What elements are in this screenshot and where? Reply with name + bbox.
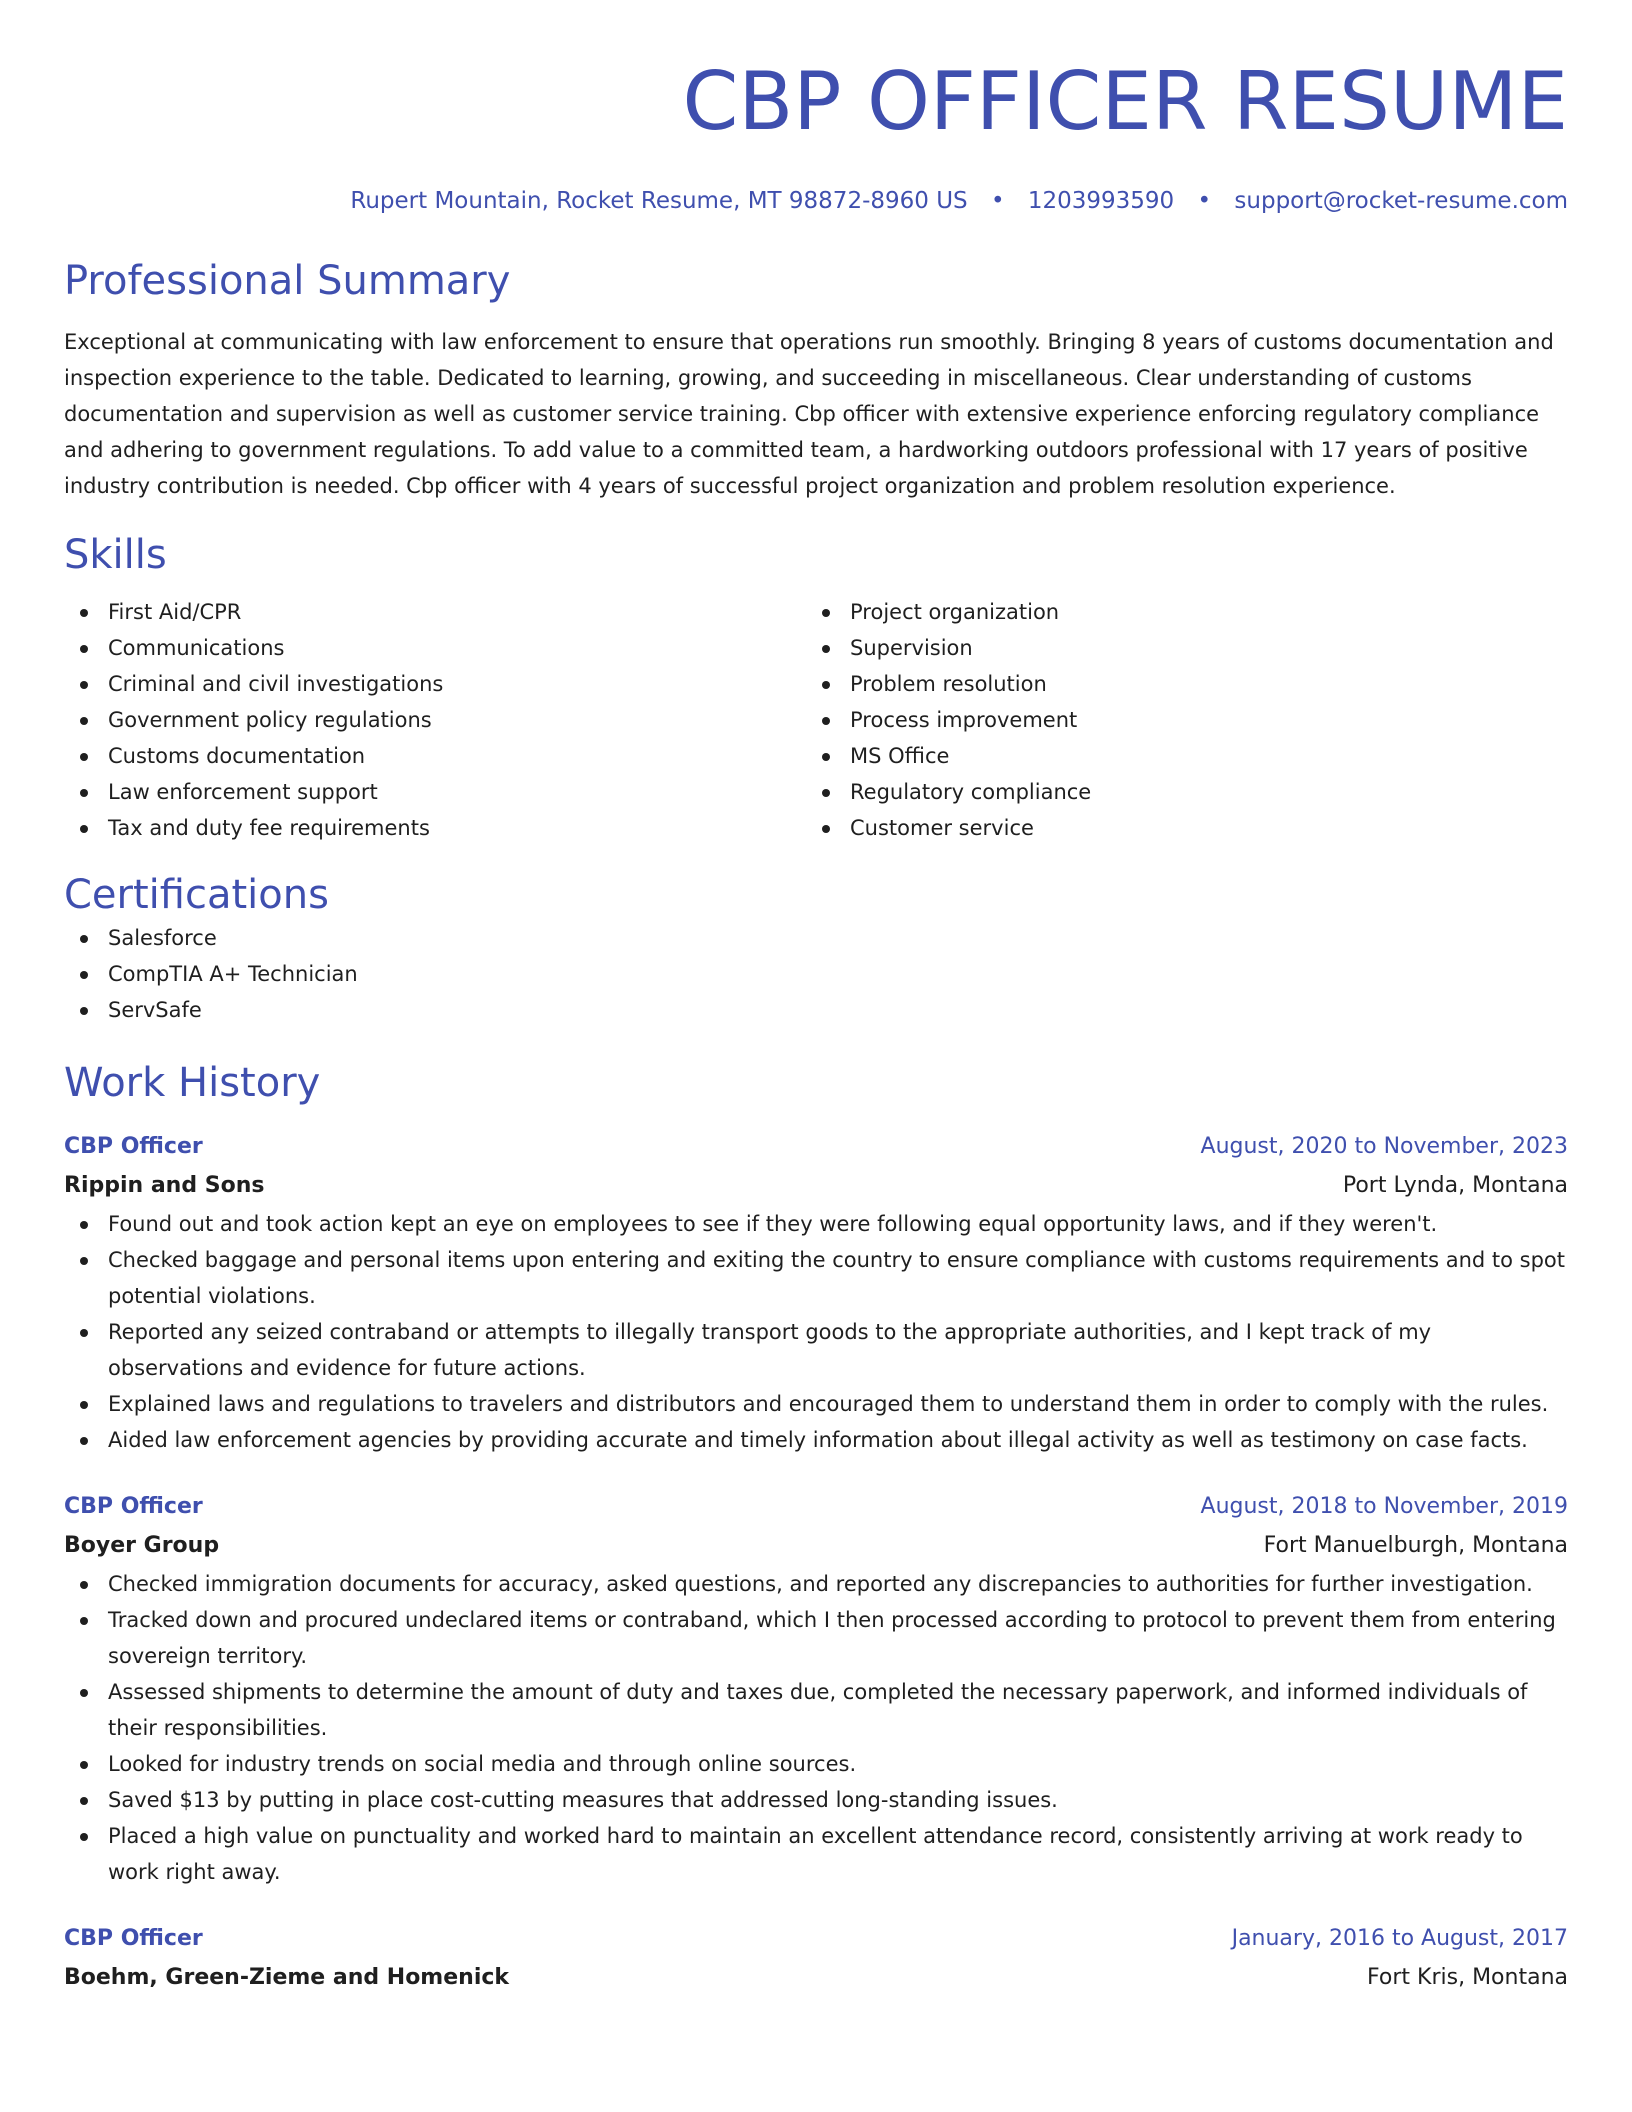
bullet-icon [822, 681, 830, 689]
job-location: Fort Kris, Montana [1367, 1965, 1568, 1990]
summary-text: Exceptional at communicating with law enforcement to ensure that operations run smoothly. Bringing 8 years of customs documentation and inspection experience to the table. Dedicated to learning, growing, and succeeding in miscellaneous. Clear understanding of customs documentation and supervision as well as customer service training. Cbp officer with extensive experience enforcing regulatory compliance and adhering to government regulations. To add value to a committed team, a hardworking outdoors professional with 17 years of positive industry contribution is needed. Cbp officer with 4 years of successful project organization and problem resolution experience. [64, 330, 1554, 498]
bullet-icon [80, 717, 88, 725]
certifications-list [64, 920, 1568, 1028]
list-item [64, 630, 806, 666]
separator-dot: • [990, 188, 1005, 214]
bullet-icon [822, 717, 830, 725]
job-duty-item [64, 1674, 1568, 1746]
skills-list-left [64, 594, 806, 846]
section-title-work-history: Work History [64, 1060, 321, 1106]
list-item-text: Process improvement [850, 708, 1078, 732]
list-item-text: Salesforce [108, 926, 217, 950]
job-header-row [64, 1920, 1568, 1958]
job-dates: August, 2020 to November, 2023 [1200, 1134, 1568, 1159]
job-duties-list [64, 1566, 1568, 1890]
bullet-icon [822, 825, 830, 833]
job-company: Boehm, Green-Zieme and Homenick [64, 1965, 510, 1990]
job-duty-item-text: Found out and took action kept an eye on employees to see if they were following equal opportunity laws, and if they weren't. [108, 1212, 1438, 1236]
list-item [806, 738, 1548, 774]
list-item [806, 666, 1548, 702]
list-item-text: ServSafe [108, 998, 202, 1022]
list-item [64, 738, 806, 774]
list-item [806, 810, 1548, 846]
skills-column-right [806, 594, 1548, 846]
list-item [64, 920, 1568, 956]
list-item [64, 992, 1568, 1028]
job-role: CBP Officer [64, 1134, 203, 1159]
list-item-text: Law enforcement support [108, 780, 378, 804]
job-duty-item [64, 1314, 1568, 1386]
contact-email: support@rocket-resume.com [1234, 188, 1568, 214]
bullet-icon [822, 789, 830, 797]
bullet-icon [822, 645, 830, 653]
bullet-icon [80, 1437, 88, 1445]
list-item [64, 810, 806, 846]
job-entry [64, 1920, 1568, 1998]
bullet-icon [80, 971, 88, 979]
job-duty-item-text: Tracked down and procured undeclared items or contraband, which I then processed according to protocol to prevent them from entering sovereign territory. [108, 1608, 1556, 1668]
job-dates: January, 2016 to August, 2017 [1231, 1926, 1568, 1951]
bullet-icon [822, 753, 830, 761]
job-location: Port Lynda, Montana [1342, 1173, 1568, 1198]
job-header-row [64, 1488, 1568, 1526]
list-item-text: CompTIA A+ Technician [108, 962, 358, 986]
bullet-icon [80, 1007, 88, 1015]
list-item [806, 594, 1548, 630]
job-duty-item [64, 1746, 1568, 1782]
list-item [64, 774, 806, 810]
job-duty-item [64, 1242, 1568, 1314]
job-duty-item-text: Aided law enforcement agencies by providing accurate and timely information about illegal activity as well as testimony on case facts. [108, 1428, 1528, 1452]
job-duty-item-text: Explained laws and regulations to travelers and distributors and encouraged them to understand them in order to comply with the rules. [108, 1392, 1549, 1416]
bullet-icon [80, 681, 88, 689]
list-item-text: MS Office [850, 744, 950, 768]
skills-column-left [64, 594, 806, 846]
bullet-icon [80, 825, 88, 833]
bullet-icon [80, 789, 88, 797]
job-company-row [64, 1526, 1568, 1566]
bullet-icon [80, 935, 88, 943]
contact-address: Rupert Mountain, Rocket Resume, MT 98872-8960 US [350, 188, 968, 214]
list-item-text: Regulatory compliance [850, 780, 1092, 804]
job-duty-item [64, 1818, 1568, 1890]
bullet-icon [80, 1401, 88, 1409]
bullet-icon [822, 609, 830, 617]
job-duty-item [64, 1782, 1568, 1818]
job-duty-item [64, 1386, 1568, 1422]
skills-grid [64, 594, 1568, 846]
section-title-skills: Skills [64, 532, 167, 578]
job-role: CBP Officer [64, 1926, 203, 1951]
job-duty-item-text: Looked for industry trends on social media and through online sources. [108, 1752, 857, 1776]
bullet-icon [80, 645, 88, 653]
job-location: Fort Manuelburgh, Montana [1263, 1533, 1568, 1558]
separator-dot: • [1197, 188, 1212, 214]
bullet-icon [80, 1257, 88, 1265]
bullet-icon [80, 1221, 88, 1229]
job-company: Boyer Group [64, 1533, 220, 1558]
job-duty-item-text: Saved $13 by putting in place cost-cutting measures that addressed long-standing issues. [108, 1788, 1058, 1812]
list-item-text: Tax and duty fee requirements [108, 816, 430, 840]
bullet-icon [80, 1833, 88, 1841]
skills-list-right [806, 594, 1548, 846]
bullet-icon [80, 1797, 88, 1805]
job-duty-item [64, 1206, 1568, 1242]
list-item [806, 630, 1548, 666]
job-duty-item-text: Assessed shipments to determine the amount of duty and taxes due, completed the necessary paperwork, and informed individuals of their responsibilities. [108, 1680, 1528, 1740]
job-duties-list [64, 1206, 1568, 1458]
bullet-icon [80, 1581, 88, 1589]
bullet-icon [80, 1761, 88, 1769]
job-dates: August, 2018 to November, 2019 [1200, 1494, 1568, 1519]
list-item-text: Supervision [850, 636, 973, 660]
list-item-text: Customer service [850, 816, 1034, 840]
job-entry [64, 1488, 1568, 1890]
job-company: Rippin and Sons [64, 1173, 265, 1198]
list-item [64, 666, 806, 702]
section-title-certifications: Certifications [64, 872, 329, 918]
job-duty-item-text: Checked baggage and personal items upon entering and exiting the country to ensure compliance with customs requirements and to spot potential violations. [108, 1248, 1566, 1308]
bullet-icon [80, 609, 88, 617]
list-item-text: Customs documentation [108, 744, 366, 768]
job-duty-item [64, 1422, 1568, 1458]
list-item-text: Problem resolution [850, 672, 1047, 696]
bullet-icon [80, 753, 88, 761]
list-item [64, 956, 1568, 992]
job-duty-item-text: Placed a high value on punctuality and worked hard to maintain an excellent attendance record, consistently arriving at work ready to work right away. [108, 1824, 1523, 1884]
job-header-row [64, 1128, 1568, 1166]
job-duty-item-text: Checked immigration documents for accuracy, asked questions, and reported any discrepancies to authorities for further investigation. [108, 1572, 1533, 1596]
job-company-row [64, 1166, 1568, 1206]
contact-line [64, 186, 1568, 216]
list-item-text: Project organization [850, 600, 1060, 624]
job-duty-item-text: Reported any seized contraband or attempts to illegally transport goods to the appropriate authorities, and I kept track of my observations and evidence for future actions. [108, 1320, 1432, 1380]
contact-phone: 1203993590 [1027, 188, 1175, 214]
list-item [806, 702, 1548, 738]
job-entry [64, 1128, 1568, 1458]
list-item-text: Criminal and civil investigations [108, 672, 444, 696]
list-item-text: Government policy regulations [108, 708, 432, 732]
section-title-summary: Professional Summary [64, 258, 511, 304]
job-role: CBP Officer [64, 1494, 203, 1519]
list-item-text: First Aid/CPR [108, 600, 242, 624]
list-item [64, 702, 806, 738]
job-duty-item [64, 1566, 1568, 1602]
job-duty-item [64, 1602, 1568, 1674]
work-history-list [64, 1128, 1568, 1998]
bullet-icon [80, 1689, 88, 1697]
job-company-row [64, 1958, 1568, 1998]
resume-page [64, 0, 1568, 1998]
list-item [64, 594, 806, 630]
bullet-icon [80, 1329, 88, 1337]
resume-title: CBP OFFICER RESUME [682, 55, 1568, 148]
list-item [806, 774, 1548, 810]
list-item-text: Communications [108, 636, 285, 660]
bullet-icon [80, 1617, 88, 1625]
